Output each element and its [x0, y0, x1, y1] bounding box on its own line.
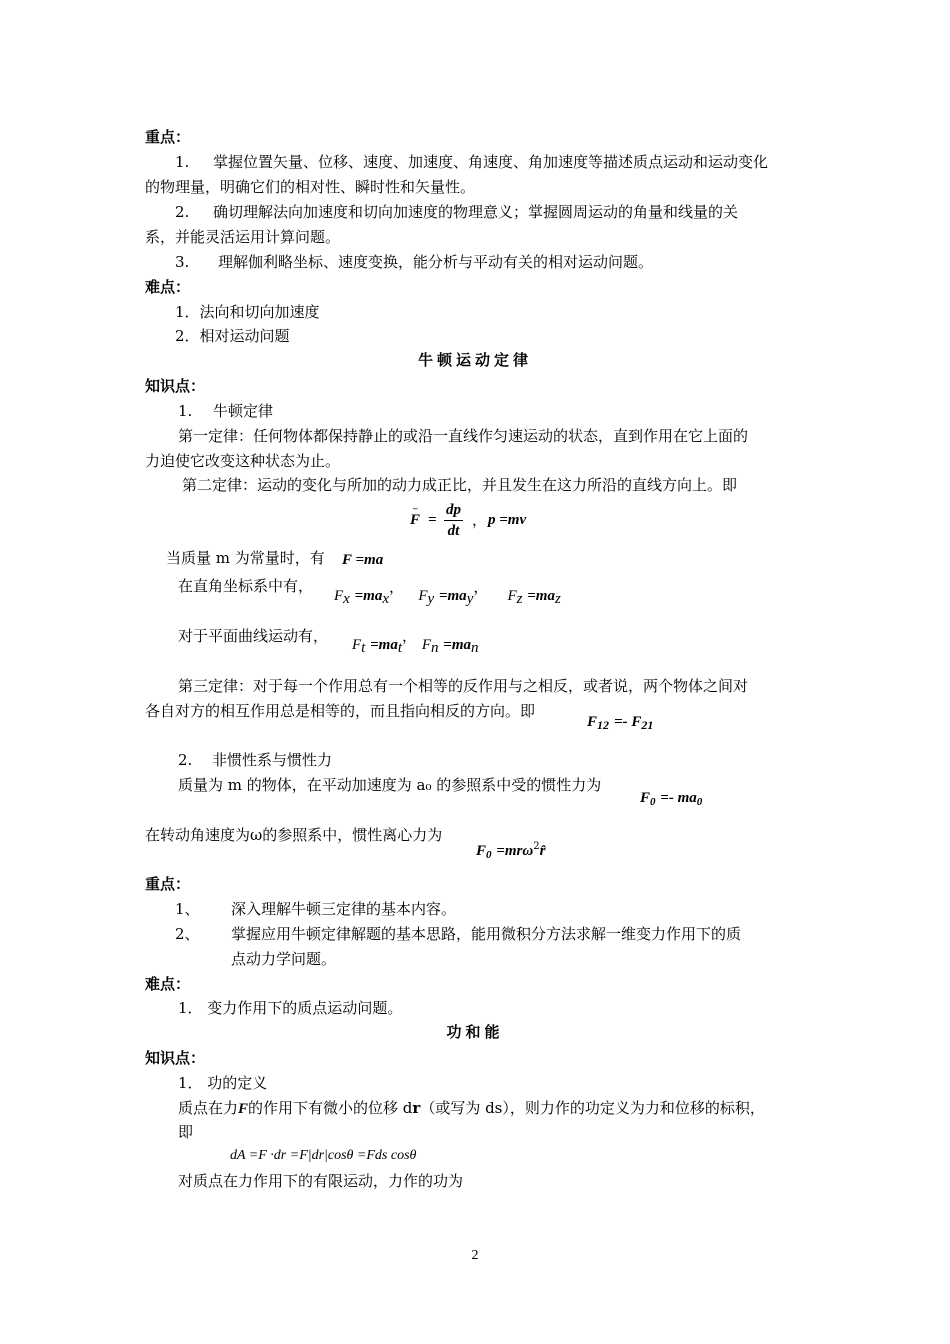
key-point-1-line-2: 的物理量，明确它们的相对性、瞬时性和矢量性。 — [145, 178, 476, 196]
work-definition-line-1: 质点在力F的作用下有微小的位移 dr（或写为 ds），则力作的功定义为力和位移的标积， — [178, 1099, 765, 1117]
first-law-line-1: 第一定律：任何物体都保持静止的或沿一直线作匀速运动的状态，直到作用在它上面的 — [178, 427, 749, 445]
key-point-2-2-line-1: 掌握应用牛顿定律解题的基本思路，能用微积分方法求解一维变力作用下的质 — [231, 925, 742, 943]
rotation-text: 在转动角速度为ω的参照系中，惯性离心力为 — [145, 826, 443, 844]
key-point-2-2-number: 2、 — [175, 925, 200, 943]
eq-momentum: p =mv — [488, 512, 527, 528]
eq-fraction: $\frac{dp}{dt}$ — [446, 502, 461, 539]
eq-separator: ， — [472, 511, 488, 529]
key-point-3-text: 理解伽利略坐标、速度变换，能分析与平动有关的相对运动问题。 — [218, 253, 654, 271]
knowledge-heading: 知识点： — [145, 377, 206, 395]
third-law-line-1: 第三定律：对于每一个作用总有一个相等的反作用与之相反，或者说，两个物体之间对 — [178, 677, 749, 695]
point-1-title: 牛顿定律 — [213, 402, 274, 420]
third-law-line-2: 各自对方的相互作用总是相等的，而且指向相反的方向。即 — [145, 702, 536, 720]
cartesian-text: 在直角坐标系中有， — [178, 577, 314, 595]
key-point-1-number: 1. — [175, 153, 190, 171]
eq-inertial-force: $F_0 =- ma_0$ — [640, 790, 703, 808]
work-definition-line-2: 即 — [178, 1123, 194, 1141]
difficulties-heading-2: 难点： — [145, 975, 191, 993]
key-point-2-1-number: 1、 — [175, 900, 200, 918]
eq-fma: F =ma — [342, 552, 384, 568]
difficulties-heading: 难点： — [145, 278, 191, 296]
key-points-heading: 重点： — [145, 128, 191, 146]
page-number: 2 — [471, 1248, 479, 1263]
point-1-number: 1. — [178, 402, 193, 420]
eq-plane-curve: $F_t =ma_t$， $F_n =ma_n$ — [352, 627, 479, 656]
section-title-newton: 牛顿运动定律 — [417, 351, 532, 369]
eq-work: dA =F ·dr =F|dr|cosθ =Fds cosθ — [230, 1148, 417, 1163]
key-point-2-1-text: 深入理解牛顿三定律的基本内容。 — [231, 900, 457, 918]
section-title-work-energy: 功和能 — [446, 1023, 504, 1041]
eq-cartesian: $F_x =ma_x$， $F_y =ma_y$， $F_z =ma_z$ — [334, 578, 561, 607]
work-point-1: 1． 功的定义 — [178, 1074, 268, 1092]
difficulty-1: 1．法向和切向加速度 — [175, 303, 320, 321]
key-point-1-line-1: 掌握位置矢量、位移、速度、加速度、角速度、角加速度等描述质点运动和运动变化 — [213, 153, 769, 171]
difficulty-2: 2．相对运动问题 — [175, 327, 290, 345]
key-point-2-line-1: 确切理解法向加速度和切向加速度的物理意义；掌握圆周运动的角量和线量的关 — [213, 203, 739, 221]
inertial-force-text: 质量为 m 的物体，在平动加速度为 a₀ 的参照系中受的惯性力为 — [178, 776, 602, 794]
second-law: 第二定律：运动的变化与所加的动力成正比，并且发生在这力所沿的直线方向上。即 — [182, 476, 738, 494]
eq-centrifugal: $F_0$ =mrω$^2$r̂ — [476, 841, 546, 861]
mass-const-text: 当质量 m 为常量时，有 — [166, 549, 325, 567]
plane-curve-text: 对于平面曲线运动有， — [178, 627, 329, 645]
key-points-heading-2: 重点： — [145, 875, 191, 893]
finite-motion-text: 对质点在力作用下的有限运动，力作的功为 — [178, 1172, 464, 1190]
first-law-line-2: 力迫使它改变这种状态为止。 — [145, 452, 341, 470]
key-point-2-number: 2. — [175, 203, 190, 221]
difficulty-2-1: 1． 变力作用下的质点运动问题。 — [178, 999, 403, 1017]
point-2-title: 非惯性系与惯性力 — [212, 751, 333, 769]
key-point-2-2-line-2: 点动力学问题。 — [231, 950, 337, 968]
point-2-number: 2. — [178, 751, 193, 769]
knowledge-heading-3: 知识点： — [145, 1049, 206, 1067]
eq-equals: = — [428, 512, 437, 528]
key-point-3-number: 3. — [175, 253, 190, 271]
eq-F-vector: F – — [410, 503, 421, 528]
key-point-2-line-2: 系，并能灵活运用计算问题。 — [145, 228, 341, 246]
eq-third-law: $F_{12} =- F_{21}$ — [587, 714, 654, 732]
